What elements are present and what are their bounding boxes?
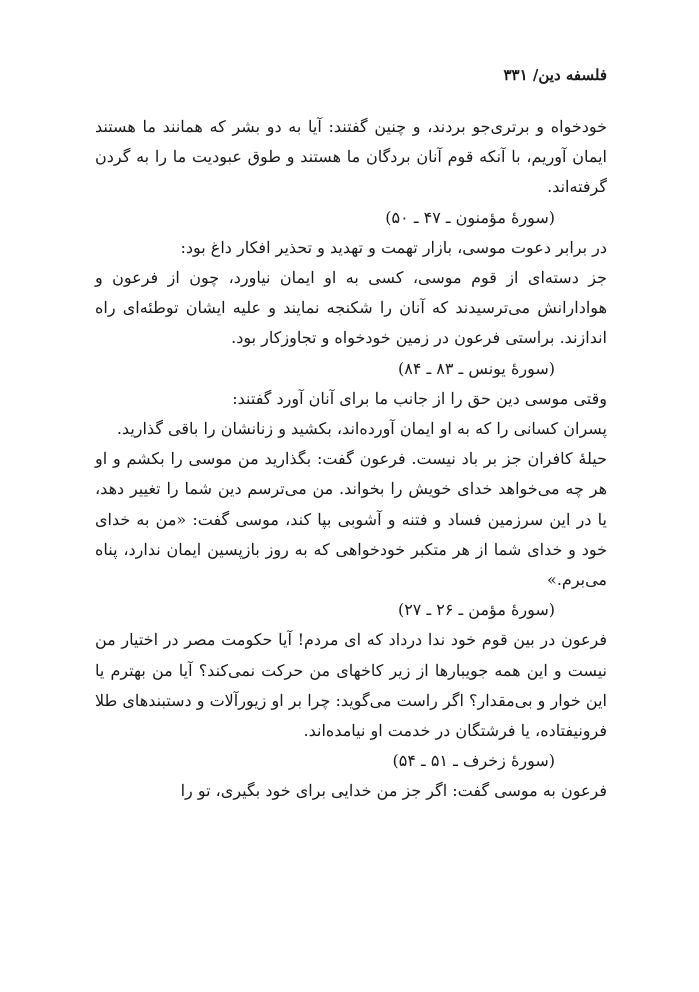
paragraph: پسران کسانی را که به او ایمان آورده‌اند، بکشید و زنانشان را باقی گذارید. bbox=[116, 419, 607, 439]
paragraph: خودخواه و برتری‌جو بردند، و چنین گفتند: آیا به دو بشر که همانند ما هستند ایمان آوریم، با آنکه قوم آنان بردگان ما هستند و طوق عبودیت ما را به گردن گرفته‌اند. bbox=[95, 117, 607, 197]
verse-reference: (سورهٔ زخرف ـ ۵۱ ـ ۵۴) bbox=[392, 751, 555, 771]
paragraph: در برابر دعوت موسی، بازار تهمت و تهدید و تحذیر افکار داغ بود: bbox=[180, 237, 607, 257]
verse-reference: (سورهٔ مؤمنون ـ ۴۷ ـ ۵۰) bbox=[385, 207, 555, 227]
paragraph: حیلهٔ کافران جز بر باد نیست. فرعون گفت: بگذارید من موسی را بکشم و او هر چه می‌خواهد خدای خویش را بخواند. من می‌ترسم دین شما را تغییر دهد، یا در این سرزمین فساد و فتنه و آشوبی بپا کند، موسی گفت: «من به خدای خود و خدای شما از هر متکبر خودخواهی که به روز بازپسین ایمان ندارد، پناه می‌برم.» bbox=[95, 449, 608, 590]
running-header: فلسفه دین/ ۳۳۱ bbox=[503, 66, 607, 84]
verse-reference: (سورهٔ یونس ـ ۸۳ ـ ۸۴) bbox=[397, 358, 555, 378]
paragraph: فرعون در بین قوم خود ندا درداد که ای مردم! آیا حکومت مصر در اختیار من نیست و این همه جویبارها از زیر کاخهای من حرکت نمی‌کند؟ آیا من بهترم یا این خوار و بی‌مقدار؟ اگر راست می‌گوید: چرا بر او زیورآلات و دستبندهای طلا فرونیفتاده، یا فرشتگان در خدمت او نیامده‌اند. bbox=[95, 630, 608, 741]
verse-reference: (سورهٔ مؤمن ـ ۲۶ ـ ۲۷) bbox=[397, 600, 555, 620]
paragraph: فرعون به موسی گفت: اگر جز من خدایی برای خود بگیری، تو را bbox=[180, 781, 607, 801]
paragraph: وقتی موسی دین حق را از جانب ما برای آنان آورد گفتند: bbox=[232, 388, 607, 408]
paragraph: جز دسته‌ای از قوم موسی، کسی به او ایمان نیاورد، چون از فرعون و هوادارانش می‌ترسیدند که آنان را شکنجه نمایند و علیه ایشان توطئه‌ای راه اندازند. براستی فرعون در زمین خودخواه و تجاوزکار بود. bbox=[95, 268, 608, 348]
page-body bbox=[95, 112, 607, 807]
